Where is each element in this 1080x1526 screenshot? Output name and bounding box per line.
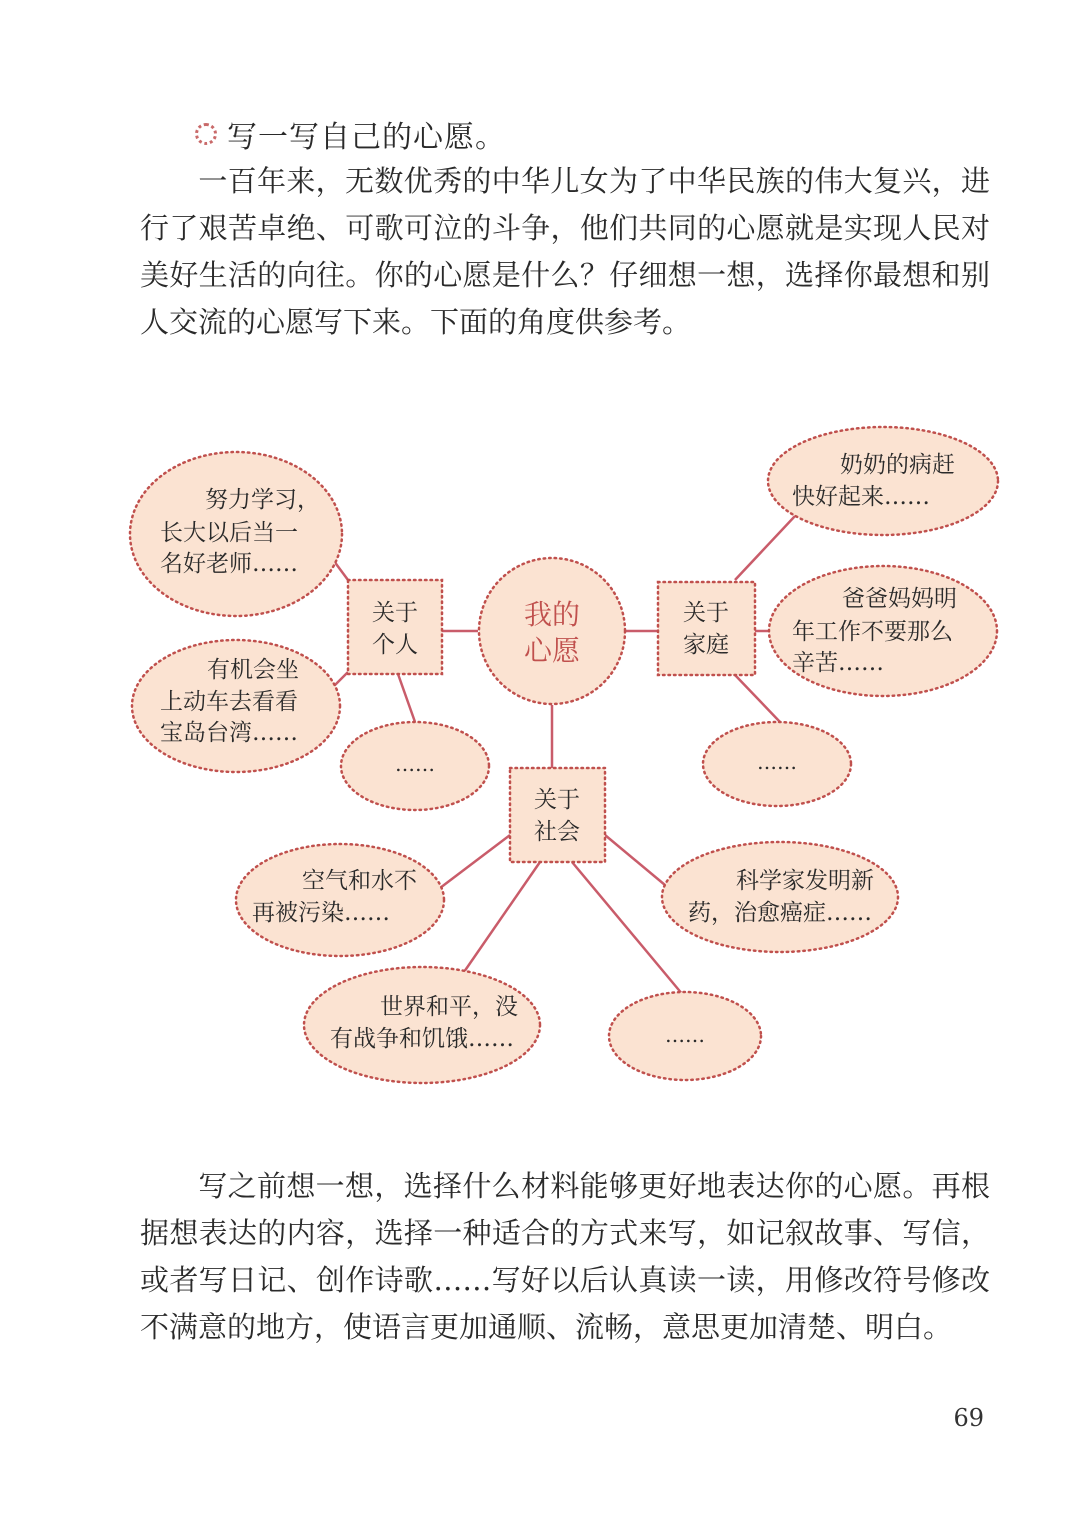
category-personal-line-2: 个人 — [372, 632, 418, 658]
wish-peace-line-1: 世界和平，没 — [380, 994, 518, 1020]
page-number: 69 — [953, 1404, 984, 1432]
wish-medicine-line-2: 药，治愈癌症…… — [688, 900, 872, 926]
wish-society-more-text: …… — [665, 1023, 705, 1047]
wish-personal-more-text: …… — [395, 752, 435, 776]
category-society-line-2: 社会 — [534, 819, 580, 845]
wish-grandma-line-1: 奶奶的病赶 — [840, 452, 955, 478]
closing-paragraph-text: 写之前想一想，选择什么材料能够更好地表达你的心愿。再根据想表达的内容，选择一种适合的方式来写，如记叙故事、写信，或者写日记、创作诗歌……写好以后认真读一读，用修改符号修改不满意的地方，使语言更加通顺、流畅，意思更加清楚、明白。 — [140, 1169, 990, 1344]
wish-bubble-taiwan — [132, 640, 340, 772]
wish-medicine-line-1: 科学家发明新 — [736, 868, 874, 894]
category-personal-line-1: 关于 — [372, 600, 418, 626]
wish-taiwan-line-1: 有机会坐 — [207, 657, 299, 683]
center-line-2: 心愿 — [523, 634, 581, 667]
line-society-medicine — [605, 835, 665, 885]
wish-parents-line-3: 辛苦…… — [792, 650, 884, 676]
closing-paragraph — [140, 1163, 990, 1351]
category-family — [658, 582, 755, 675]
wish-bubble-society-more — [609, 992, 761, 1080]
section-heading-text: 写一写自己的心愿。 — [227, 120, 506, 155]
category-family-line-1: 关于 — [683, 600, 729, 626]
wish-grandma-line-2: 快好起来…… — [792, 484, 930, 510]
wish-bubble-peace — [304, 967, 540, 1083]
center-node — [479, 558, 625, 704]
line-society-environment — [440, 835, 510, 888]
wish-bubble-personal-more — [341, 722, 489, 810]
center-line-1: 我的 — [523, 598, 581, 631]
line-family-more — [735, 675, 780, 722]
wish-teacher-line-1: 努力学习， — [205, 487, 320, 513]
wish-bubble-environment — [236, 844, 444, 956]
category-society-line-1: 关于 — [534, 787, 580, 813]
wish-bubble-grandma — [768, 427, 998, 535]
wish-bubble-family-more — [703, 722, 851, 806]
wish-parents-line-2: 年工作不要那么 — [792, 619, 953, 645]
wish-teacher-line-2: 长大以后当一 — [160, 520, 298, 546]
wish-family-more-text: …… — [757, 750, 797, 774]
wish-taiwan-line-2: 上动车去看看 — [160, 689, 298, 715]
category-family-line-2: 家庭 — [683, 632, 729, 658]
intro-paragraph-text: 一百年来，无数优秀的中华儿女为了中华民族的伟大复兴，进行了艰苦卓绝、可歌可泣的斗争，他们共同的心愿就是实现人民对美好生活的向往。你的心愿是什么？仔细想一想，选择你最想和别人交流的心愿写下来。下面的角度供参考。 — [140, 164, 990, 339]
wish-environment-line-1: 空气和水不 — [302, 868, 417, 894]
wish-bubble-medicine — [662, 842, 898, 952]
wish-taiwan-line-3: 宝岛台湾…… — [160, 720, 298, 746]
line-society-peace — [455, 862, 540, 985]
wish-bubble-parents — [769, 566, 997, 696]
wish-teacher-line-3: 名好老师…… — [160, 551, 298, 577]
wish-environment-line-2: 再被污染…… — [252, 900, 390, 926]
line-family-grandma — [735, 516, 795, 580]
wish-parents-line-1: 爸爸妈妈明 — [842, 586, 957, 612]
wish-bubble-teacher — [130, 452, 342, 616]
wish-peace-line-2: 有战争和饥饿…… — [330, 1026, 514, 1052]
category-society — [510, 768, 605, 862]
line-personal-more — [398, 674, 415, 722]
category-personal — [348, 580, 442, 674]
